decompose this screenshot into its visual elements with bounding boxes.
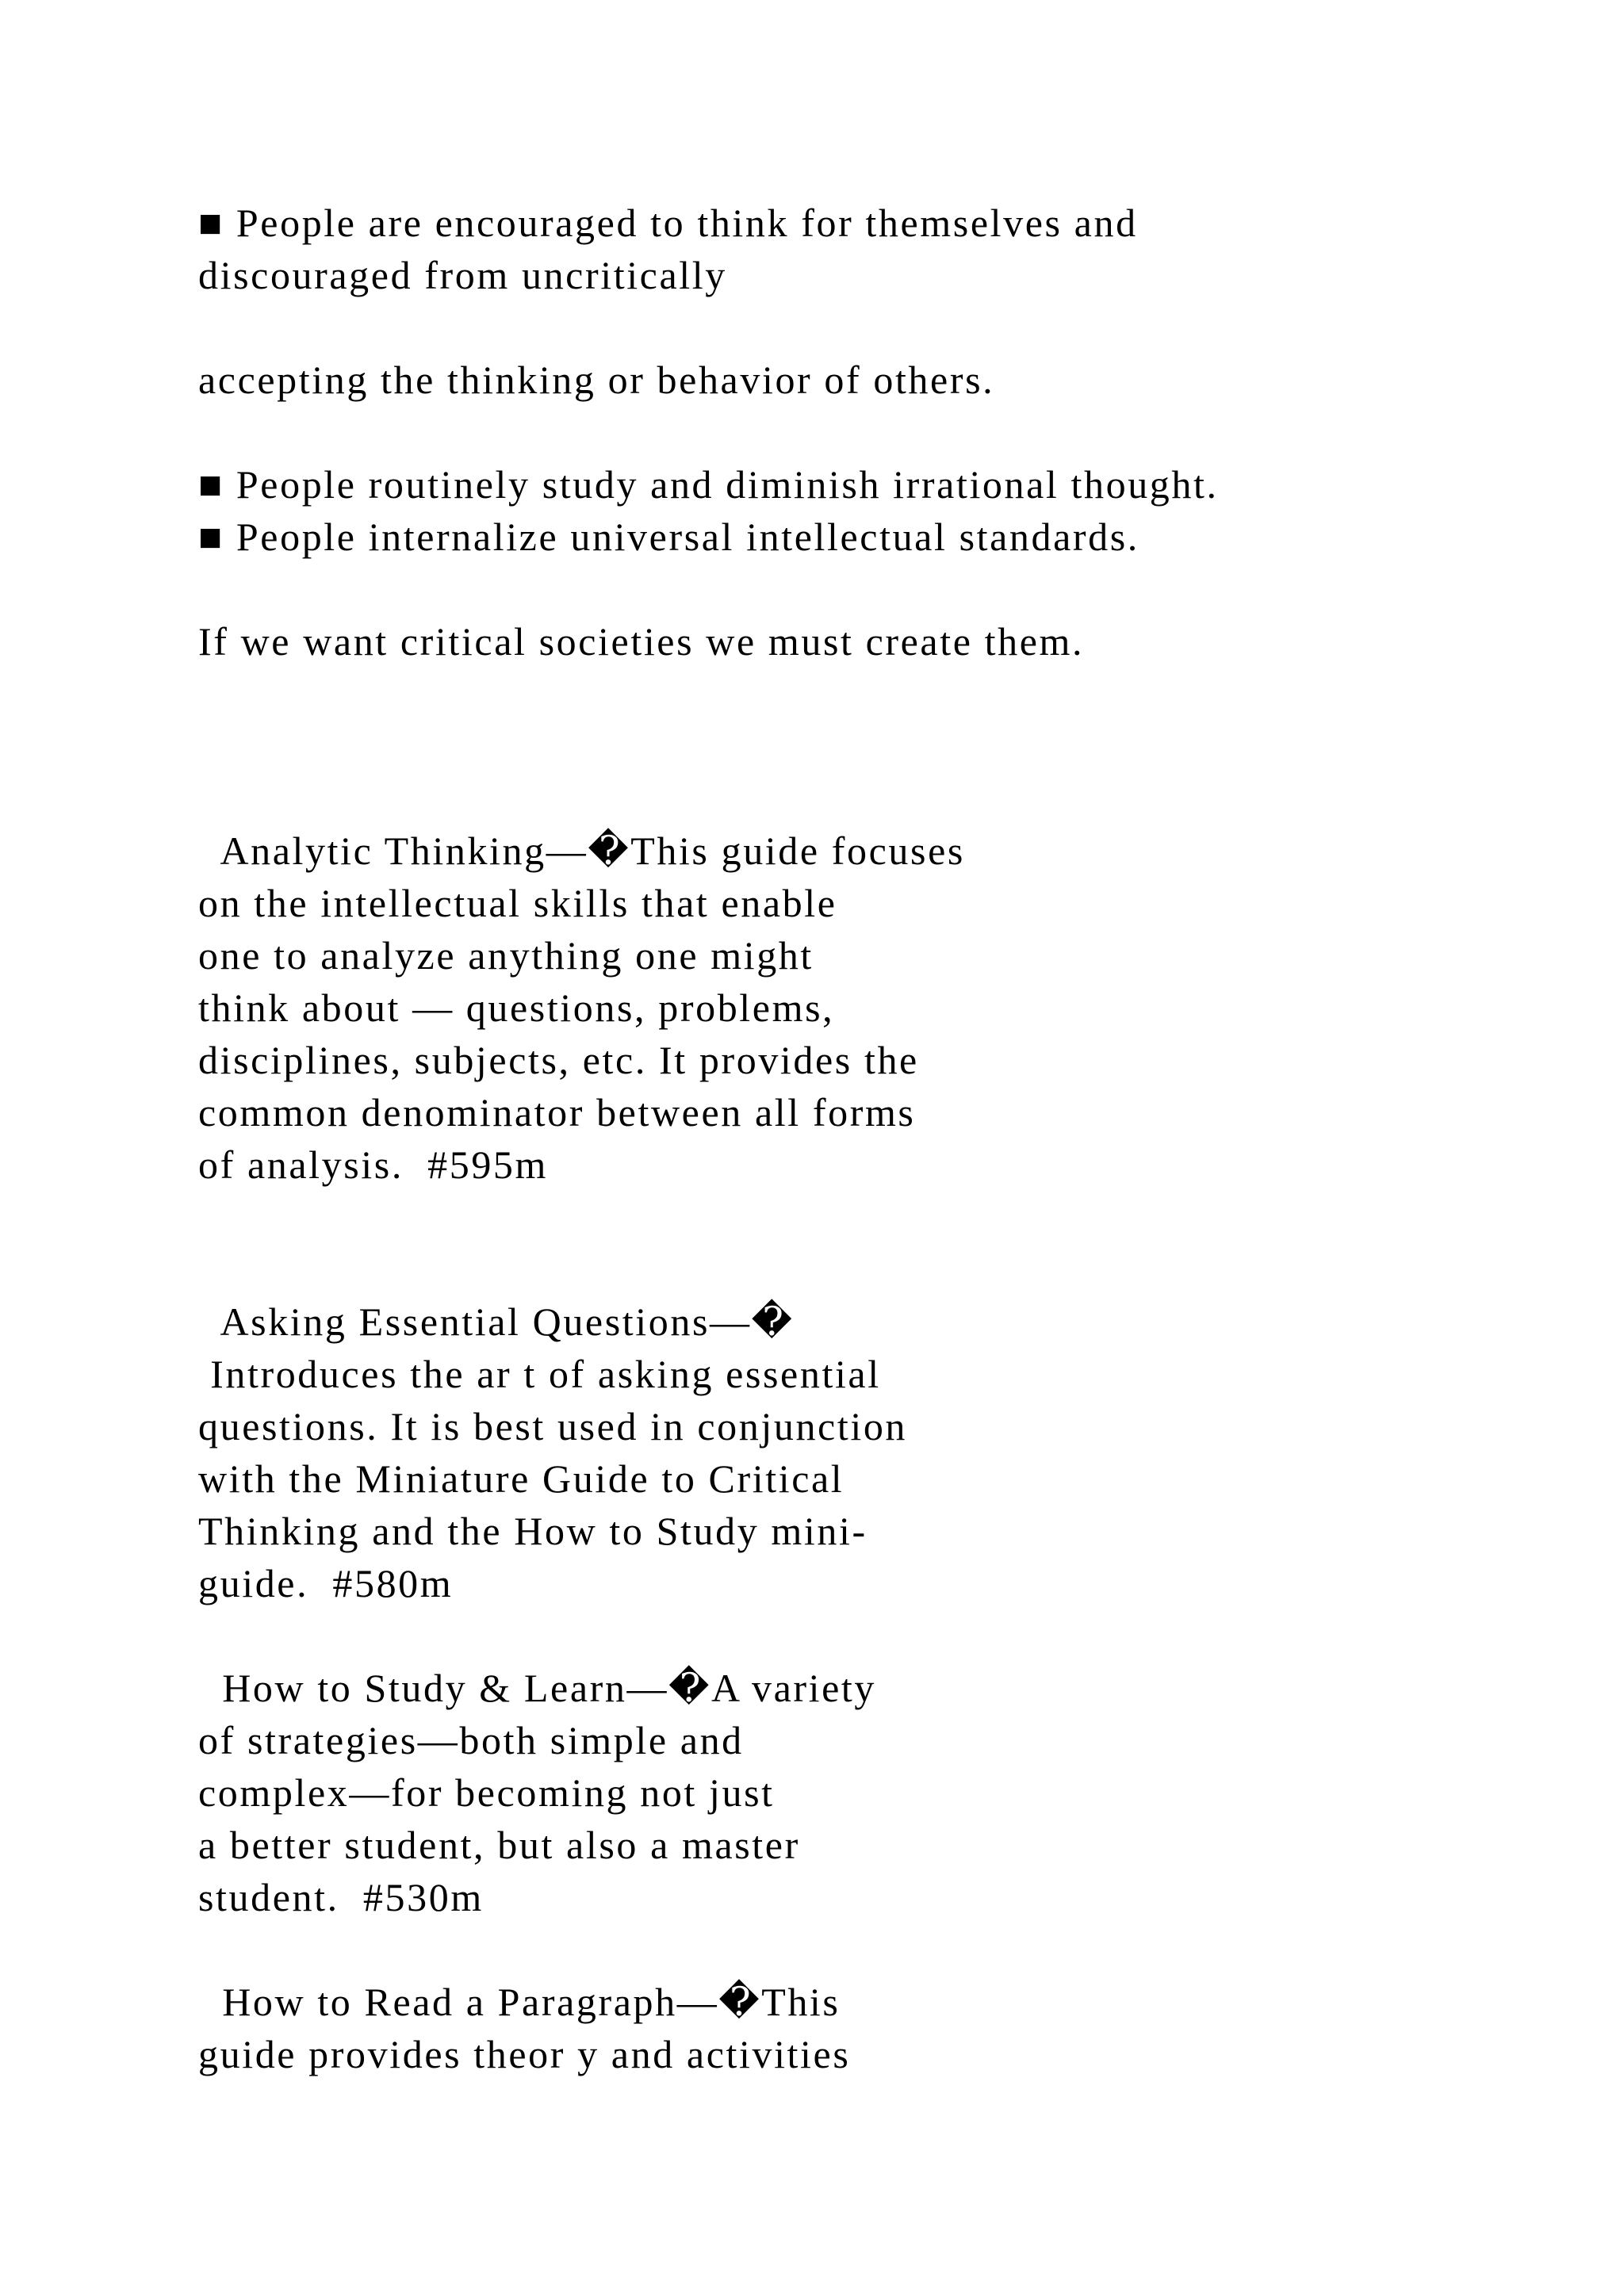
text-line: Thinking and the How to Study mini- [198, 1509, 868, 1553]
text-line: common denominator between all forms [198, 1090, 916, 1135]
text-line: on the intellectual skills that enable [198, 881, 837, 925]
text-line: ■ People internalize universal intellectual standards. [198, 515, 1139, 559]
text-line: ■ People routinely study and diminish irrational thought. [198, 462, 1219, 507]
text-line: accepting the thinking or behavior of others. [198, 358, 995, 402]
text-line: Analytic Thinking—�This guide focuses [198, 828, 965, 873]
text-line: student. #530m [198, 1875, 484, 1919]
text-line: guide provides theor y and activities [198, 2032, 851, 2076]
text-line: a better student, but also a master [198, 1823, 800, 1867]
text-line: think about — questions, problems, [198, 985, 835, 1030]
text-line: questions. It is best used in conjunction [198, 1404, 908, 1448]
text-line: Introduces the ar t of asking essential [198, 1352, 881, 1396]
text-line: If we want critical societies we must create them. [198, 619, 1085, 664]
text-line: one to analyze anything one might [198, 933, 814, 978]
document-page [198, 0, 1546, 2296]
text-line: disciplines, subjects, etc. It provides the [198, 1038, 919, 1082]
text-line: discouraged from uncritically [198, 253, 727, 297]
text-line: guide. #580m [198, 1561, 454, 1605]
text-line: complex—for becoming not just [198, 1770, 775, 1815]
text-line: How to Read a Paragraph—�This [198, 1980, 841, 2024]
text-line: with the Miniature Guide to Critical [198, 1456, 845, 1501]
text-line: of strategies—both simple and [198, 1718, 744, 1762]
text-line: How to Study & Learn—�A variety [198, 1666, 877, 1710]
text-line: ■ People are encouraged to think for themselves and [198, 201, 1138, 245]
text-line: Asking Essential Questions—� [198, 1299, 795, 1344]
text-line: of analysis. #595m [198, 1142, 549, 1187]
